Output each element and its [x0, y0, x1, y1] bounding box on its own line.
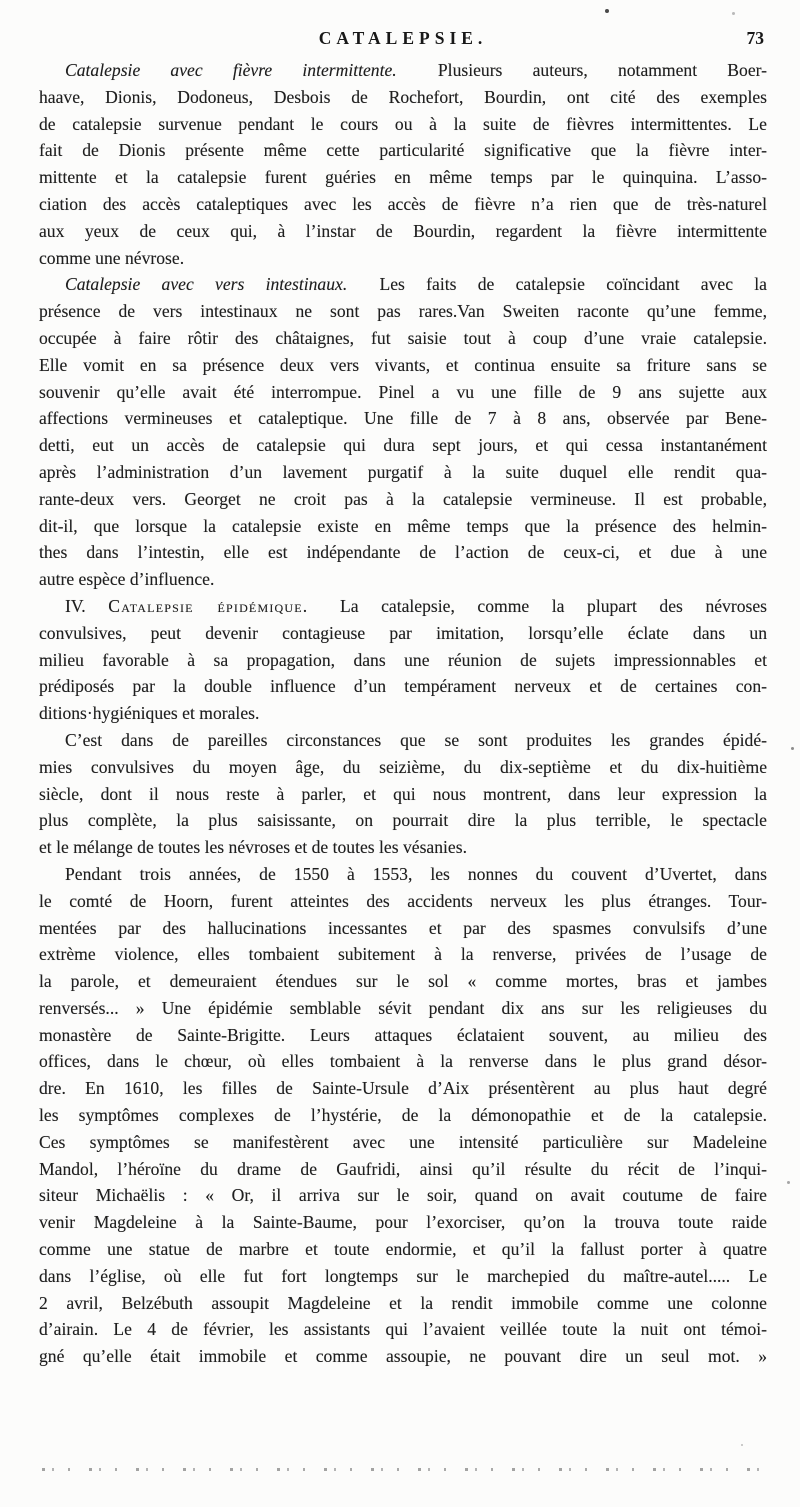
body-text: ciation des accès cataleptiques avec les accès de fièvre n’a rien que de très-naturel [39, 193, 767, 214]
text-line [39, 1290, 767, 1317]
text-line [39, 137, 767, 164]
body-text: la parole, et demeuraient étendues sur le sol « comme mortes, bras et jambes [39, 971, 767, 992]
text-line [39, 1156, 767, 1183]
body-text: autre espèce d’influence. [39, 569, 215, 590]
body-text: mies convulsives du moyen âge, du seizième, du dix-septième et du dix-huitième [39, 756, 767, 777]
body-text: IV. [65, 595, 109, 616]
scan-speck [741, 1444, 743, 1446]
text-line [39, 1022, 767, 1049]
body-text: venir Magdeleine à la Sainte-Baume, pour l’exorciser, qu’on la trouva toute raide [39, 1212, 767, 1233]
text-line [39, 352, 767, 379]
text-line [39, 781, 767, 808]
text-line [39, 191, 767, 218]
body-text: souvenir qu’elle avait été interrompue. Pinel a vu une fille de 9 ans sujette aux [39, 381, 767, 402]
text-line [39, 432, 767, 459]
body-text: mentées par des hallucinations incessantes et par des spasmes convulsifs d’une [39, 917, 767, 938]
body-text: 2 avril, Belzébuth assoupit Magdeleine et la rendit immobile comme une colonne [39, 1292, 767, 1313]
text-line [39, 861, 767, 888]
text-line [39, 57, 767, 84]
body-text: fait de Dionis présente même cette particularité significative que la fièvre inter- [39, 140, 767, 161]
body-text: occupée à faire rôtir des châtaignes, fut saisie tout à coup d’une vraie catalepsie. [39, 327, 767, 348]
page-number: 73 [746, 28, 764, 48]
body-text: detti, eut un accès de catalepsie qui dura sept jours, et qui cessa instantanément [39, 435, 767, 456]
scan-speck [605, 9, 609, 13]
body-text: plus complète, la plus saisissante, on pourrait dire la plus terrible, le spectacle [39, 810, 767, 831]
body-text: ditions·hygiéniques et morales. [39, 703, 260, 724]
text-line [39, 164, 767, 191]
body-text: milieu favorable à sa propagation, dans une réunion de sujets impressionnables et [39, 649, 767, 670]
text-line [39, 593, 767, 620]
text-line [39, 1048, 767, 1075]
text-line [39, 673, 767, 700]
body-text: affections vermineuses et cataleptique. Une fille de 7 à 8 ans, observée par Bene- [39, 408, 767, 429]
text-line [39, 218, 767, 245]
body-text: mittente et la catalepsie furent guéries en même temps par le quinquina. L’asso- [39, 167, 767, 188]
body-text: gné qu’elle était immobile et comme assoupie, ne pouvant dire un seul mot. » [39, 1346, 767, 1367]
text-line [39, 995, 767, 1022]
text-line [39, 566, 767, 593]
body-text: C’est dans de pareilles circonstances que se sont produites les grandes épidé- [65, 729, 767, 750]
body-text: siècle, dont il nous reste à parler, et qui nous montrent, dans leur expression la [39, 783, 767, 804]
text-line [39, 647, 767, 674]
scan-speck [787, 1181, 790, 1184]
body-text: Elle vomit en sa présence deux vers vivants, et continua ensuite sa friture sans se [39, 354, 767, 375]
lead-italic-text: Catalepsie avec fièvre intermittente. [65, 60, 397, 80]
text-line [39, 754, 767, 781]
text-line [39, 620, 767, 647]
text-line [39, 379, 767, 406]
body-text: et le mélange de toutes les névroses et de toutes les vésanies. [39, 837, 467, 858]
body-text: extrème violence, elles tombaient subitement à la renverse, privées de l’usage de [39, 944, 767, 965]
scan-speck [791, 747, 794, 750]
body-text: monastère de Sainte-Brigitte. Leurs attaques éclataient souvent, au milieu des [39, 1024, 767, 1045]
text-line [39, 700, 767, 727]
text-line [39, 325, 767, 352]
text-line [39, 405, 767, 432]
body-text: aux yeux de ceux qui, à l’instar de Bourdin, regardent la fièvre intermittente [39, 220, 767, 241]
text-line [39, 1182, 767, 1209]
text-line [39, 1316, 767, 1343]
body-text: siteur Michaëlis : « Or, il arriva sur le soir, quand on avait coutume de faire [39, 1185, 767, 1206]
text-line [39, 111, 767, 138]
body-text: Plusieurs auteurs, notamment Boer- [437, 60, 767, 80]
text-line [39, 513, 767, 540]
page-header [39, 28, 767, 54]
body-text: convulsives, peut devenir contagieuse par imitation, lorsqu’elle éclate dans un [39, 622, 767, 643]
text-line [39, 271, 767, 298]
text-line [39, 727, 767, 754]
text-line [39, 245, 767, 272]
text-block [39, 57, 767, 1370]
body-text: rante-deux vers. Georget ne croit pas à la catalepsie vermineuse. Il est probable, [39, 488, 767, 509]
lead-italic-text: Catalepsie avec vers intestinaux. [65, 274, 348, 295]
text-line [39, 1102, 767, 1129]
body-text: haave, Dionis, Dodoneus, Desbois de Rochefort, Bourdin, ont cité des exemples [39, 86, 767, 107]
text-line [39, 298, 767, 325]
text-line [39, 888, 767, 915]
scan-speck [732, 12, 735, 15]
body-text: après l’administration d’un lavement purgatif à la suite duquel elle rendit qua- [39, 461, 767, 482]
text-line [39, 915, 767, 942]
body-text: prédiposés par la double influence d’un tempérament nerveux et de certaines con- [39, 676, 767, 697]
scan-bleed-artifact [42, 1468, 760, 1471]
text-line [39, 968, 767, 995]
text-line [39, 539, 767, 566]
text-line [39, 1263, 767, 1290]
text-line [39, 84, 767, 111]
body-text: La catalepsie, comme la plupart des névroses [339, 595, 768, 616]
body-text: dans l’église, où elle fut fort longtemps sur le marchepied du maître-autel..... Le [39, 1265, 767, 1286]
body-text: présence de vers intestinaux ne sont pas rares.Van Sweiten raconte qu’une femme, [39, 301, 767, 322]
smallcaps-heading-text: Catalepsie épidémique. [108, 595, 309, 616]
text-line [39, 459, 767, 486]
body-text: Pendant trois années, de 1550 à 1553, les nonnes du couvent d’Uvertet, dans [65, 863, 767, 884]
body-text: comme une névrose. [39, 247, 185, 268]
text-line [39, 1209, 767, 1236]
body-text: dre. En 1610, les filles de Sainte-Ursule d’Aix présentèrent au plus haut degré [39, 1078, 767, 1099]
text-line [39, 1343, 767, 1370]
body-text: le comté de Hoorn, furent atteintes des accidents nerveux les plus étranges. Tour- [39, 890, 767, 911]
body-text: offices, dans le chœur, où elles tombaient à la renverse dans le plus grand désor- [39, 1051, 767, 1072]
body-text: dit-il, que lorsque la catalepsie existe en même temps que la présence des helmin- [39, 515, 767, 536]
text-line [39, 1236, 767, 1263]
text-line [39, 1075, 767, 1102]
text-line [39, 834, 767, 861]
body-text: de catalepsie survenue pendant le cours ou à la suite de fièvres intermittentes. Le [39, 113, 767, 134]
text-line [39, 941, 767, 968]
body-text: d’airain. Le 4 de février, les assistants qui l’avaient veillée toute la nuit ont témoi- [39, 1319, 767, 1340]
body-text: Les faits de catalepsie coïncidant avec la [379, 274, 767, 295]
text-line [39, 807, 767, 834]
body-text: les symptômes complexes de l’hystérie, de la démonopathie et de la catalepsie. [39, 1105, 767, 1126]
body-text: thes dans l’intestin, elle est indépendante de l’action de ceux-ci, et due à une [39, 542, 767, 563]
body-text: Ces symptômes se manifestèrent avec une intensité particulière sur Madeleine [39, 1131, 767, 1152]
text-line [39, 486, 767, 513]
body-text: comme une statue de marbre et toute endormie, et qu’il la fallust porter à quatre [39, 1239, 767, 1260]
body-text: Mandol, l’héroïne du drame de Gaufridi, ainsi qu’il résulte du récit de l’inqui- [39, 1158, 767, 1179]
body-text: renversés... » Une épidémie semblable sévit pendant dix ans sur les religieuses du [39, 997, 767, 1018]
running-title: CATALEPSIE. [318, 28, 488, 48]
text-line [39, 1129, 767, 1156]
